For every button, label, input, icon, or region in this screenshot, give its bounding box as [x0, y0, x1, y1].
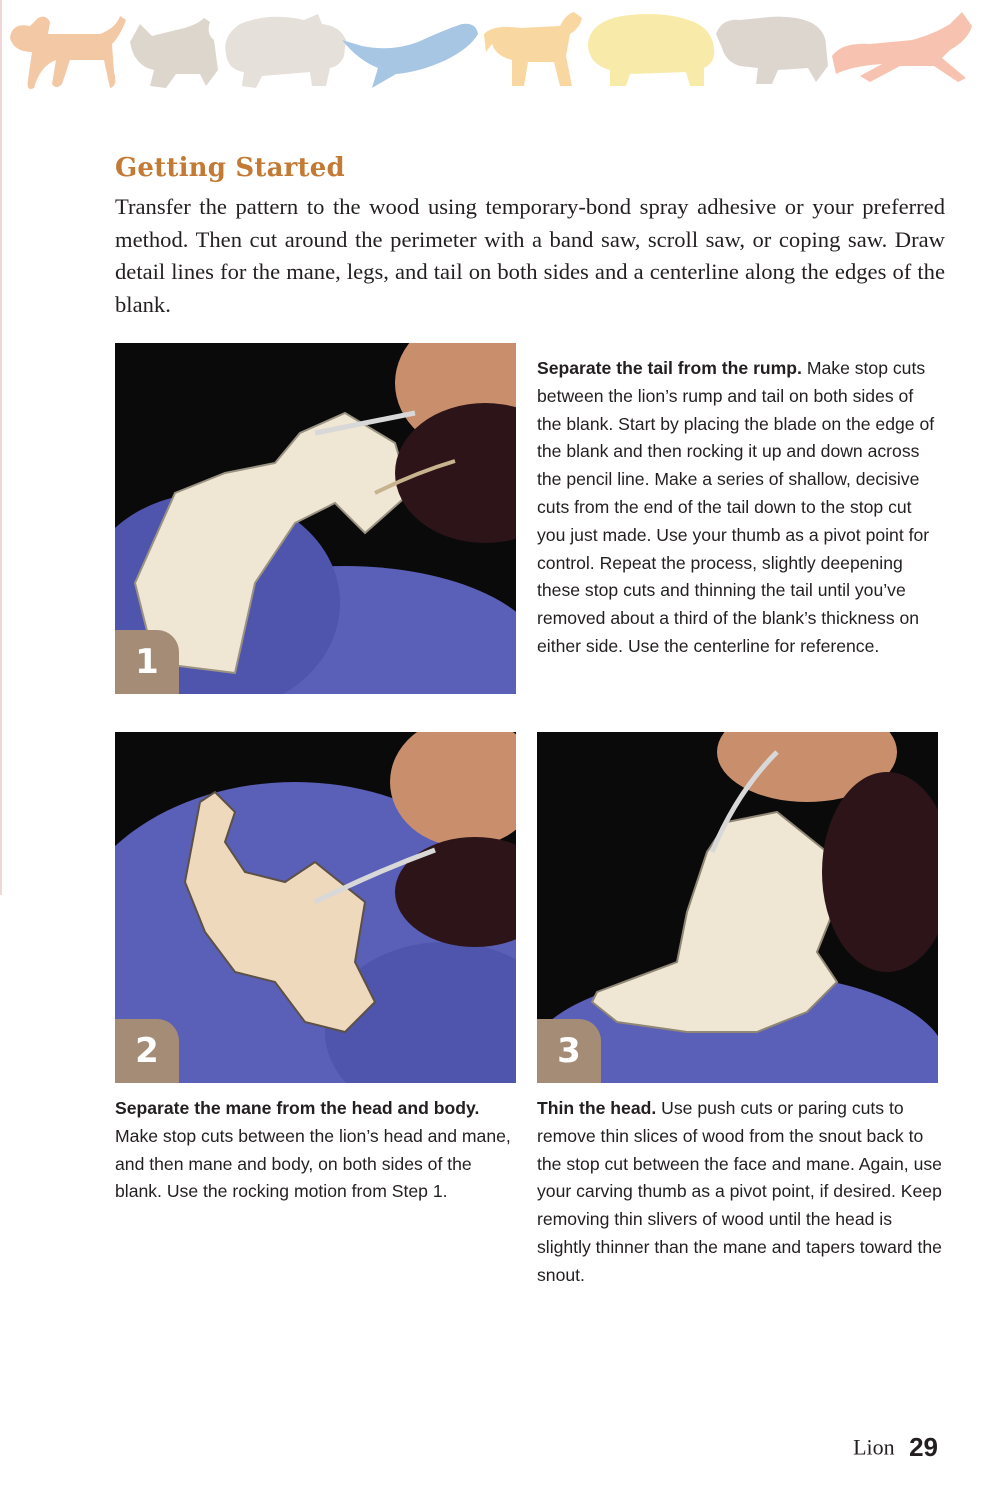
- step-3-photo: [537, 732, 938, 1083]
- step-2-title: Separate the mane from the head and body.: [115, 1098, 480, 1118]
- step-2-caption: [115, 1095, 519, 1206]
- rhino-silhouette: [225, 14, 346, 88]
- section-title: Getting Started: [115, 153, 345, 183]
- step-1-text: Make stop cuts between the lion’s rump and tail on both sides of the blank. Start by placing the blade on the edge of the blank and then rocking it up and down across the pencil line. Make a series of shallow, decisive cuts from the end of the tail down to the stop cut you just made. Use your thumb as a pivot point for control. Repeat the process, slightly deepening these stop cuts and thinning the tail until you’ve removed about a third of the blank’s thickness on either side. Use the centerline for reference.: [537, 358, 935, 656]
- cat-silhouette: [130, 18, 218, 88]
- step-1-caption: [537, 355, 937, 661]
- step-3-title: Thin the head.: [537, 1098, 657, 1118]
- folio-section-label: Lion: [853, 1434, 895, 1460]
- bear-silhouette: [716, 17, 828, 84]
- step-2-badge: 2: [115, 1019, 179, 1083]
- whale-silhouette: [342, 24, 478, 88]
- fox-silhouette: [832, 12, 972, 82]
- step-1-photo: [115, 343, 516, 694]
- dog-silhouette: [10, 16, 126, 89]
- page-edge-rule: [0, 0, 2, 895]
- step-3-badge: 3: [537, 1019, 601, 1083]
- horse-silhouette: [484, 12, 582, 86]
- step-1-title: Separate the tail from the rump.: [537, 358, 802, 378]
- page-folio: [853, 1432, 938, 1463]
- intro-paragraph: Transfer the pattern to the wood using temporary-bond spray adhesive or your preferred method. Then cut around the perimeter with a band saw, scroll saw, or coping saw. Draw detail lines for the mane, legs, and tail on both sides and a centerline along the edges of the blank.: [115, 194, 945, 317]
- hippo-silhouette: [588, 14, 714, 86]
- step-3-caption: [537, 1095, 949, 1290]
- step-2-text: Make stop cuts between the lion’s head and mane, and then mane and body, on both sides of the blank. Use the rocking motion from Step 1.: [115, 1125, 511, 1202]
- page-number: 29: [909, 1432, 938, 1462]
- animal-silhouette-banner: [0, 0, 1000, 100]
- step-2-photo: [115, 732, 516, 1083]
- step-3-text: Use push cuts or paring cuts to remove thin slices of wood from the snout back to the stop cut between the face and mane. Again, use your carving thumb as a pivot point, if desired. Keep removing thin slivers of wood until the head is slightly thinner than the mane and tapers toward the snout.: [537, 1098, 942, 1285]
- step-1-badge: 1: [115, 630, 179, 694]
